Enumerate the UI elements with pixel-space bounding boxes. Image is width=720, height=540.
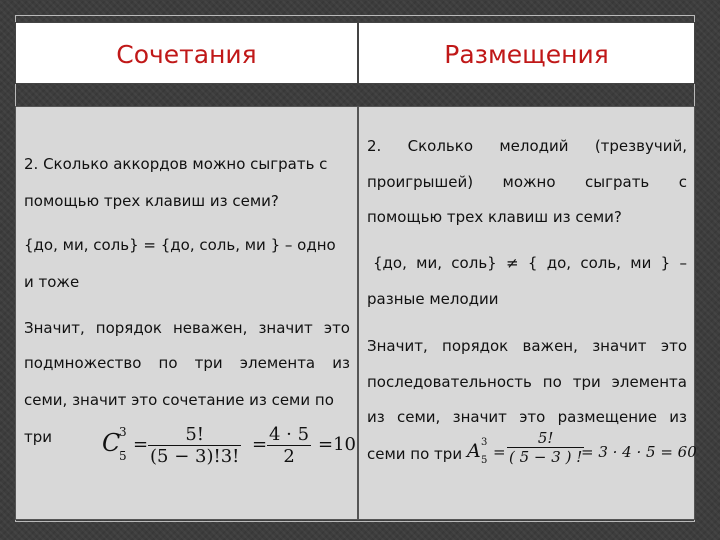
fraction-1-denominator: (5 − 3)!3!	[150, 446, 240, 467]
formula-result: =10	[318, 434, 356, 455]
formula-fraction-1	[148, 424, 241, 467]
right-conclusion-line-2: последовательность по три элемента	[367, 373, 687, 391]
formula-a-result: = 3 · 4 · 5 = 60	[581, 443, 697, 461]
right-question-line-2: проигрышей) можно сыграть с	[367, 173, 687, 191]
formula-c-sup: 3	[119, 425, 127, 439]
fraction-1-numerator: 5!	[185, 424, 205, 445]
arrangements-cell	[358, 106, 695, 520]
right-conclusion-line-4: семи по три	[367, 445, 463, 463]
a-fraction-denominator: ( 5 − 3 ) !	[509, 448, 583, 466]
right-question-line-1: 2. Сколько мелодий (трезвучий,	[367, 137, 687, 155]
left-question-line-2: помощью трех клавиш из семи?	[24, 192, 279, 210]
a-fraction-numerator: 5!	[537, 429, 554, 447]
formula-a-sub: 5	[481, 455, 488, 466]
left-question-line-1: 2. Сколько аккордов можно сыграть с	[24, 155, 328, 173]
header-arrangements-label: Размещения	[444, 40, 609, 69]
right-conclusion-line-3: из семи, значит это размещение из	[367, 408, 687, 426]
header-combinations-label: Сочетания	[116, 40, 257, 69]
formula-a-fraction	[507, 429, 584, 466]
right-question-line-3: помощью трех клавиш из семи?	[367, 208, 622, 226]
left-set-equality: {до, ми, соль} = {до, соль, ми } – одно	[24, 236, 336, 254]
left-conclusion-line-2: подмножество по три элемента из	[24, 354, 350, 372]
formula-c-sub: 5	[119, 449, 127, 463]
formula-a-symbol: A	[467, 440, 481, 462]
combinations-cell	[15, 106, 358, 520]
formula-eq-1: =	[133, 434, 149, 455]
right-set-inequality-cont: разные мелодии	[367, 290, 499, 308]
left-conclusion-line-3: семи, значит это сочетание из семи по	[24, 391, 334, 409]
left-conclusion-line-4: три	[24, 428, 53, 446]
formula-fraction-2	[267, 424, 311, 467]
formula-a-eq: =	[493, 443, 506, 461]
formula-eq-2: =	[252, 434, 268, 455]
left-conclusion-line-1: Значит, порядок неважен, значит это	[24, 319, 350, 337]
right-set-inequality: {до, ми, соль} ≠ { до, соль, ми } –	[373, 254, 687, 272]
header-arrangements	[358, 22, 695, 84]
formula-c-symbol: C	[102, 429, 121, 457]
formula-a-sup: 3	[481, 437, 488, 448]
left-set-equality-cont: и тоже	[24, 273, 80, 291]
fraction-2-denominator: 2	[267, 445, 311, 467]
fraction-2-numerator: 4 · 5	[269, 424, 310, 445]
right-conclusion-line-1: Значит, порядок важен, значит это	[367, 337, 687, 355]
header-combinations	[15, 22, 358, 84]
